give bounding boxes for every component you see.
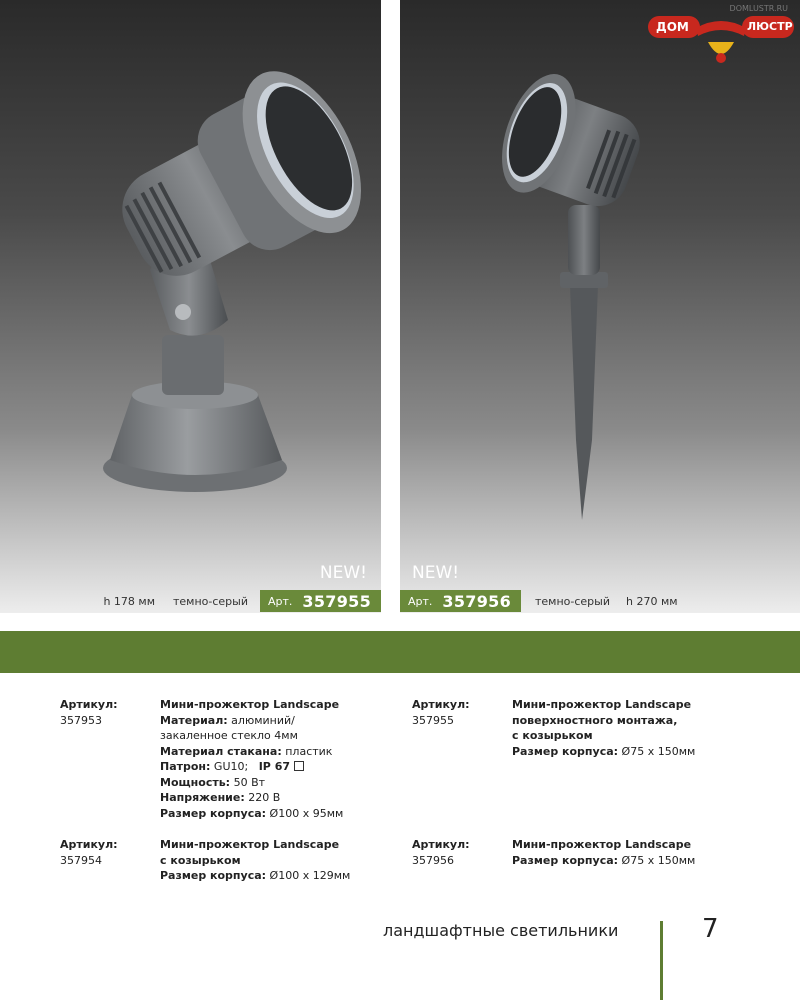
- spec-details-357954: [160, 837, 400, 884]
- spec-line: Напряжение: 220 В: [160, 791, 281, 804]
- footer-divider: [660, 921, 663, 1000]
- product-color: темно-серый: [173, 594, 248, 608]
- spec-line: Размер корпуса: Ø75 х 150мм: [512, 853, 696, 867]
- spec-title: Мини-прожектор Landscape: [512, 698, 692, 711]
- article-code: 357956: [412, 853, 454, 867]
- product-info-bar: [0, 590, 381, 612]
- spec-art-357956: [412, 837, 470, 868]
- logo-word-left: ДОМ: [656, 20, 689, 34]
- article-code: 357953: [60, 713, 102, 727]
- product-panel-357955: [0, 0, 381, 613]
- spec-art-357953: [60, 697, 118, 728]
- spec-title: Мини-прожектор Landscape: [160, 838, 340, 851]
- spec-title: Мини-прожектор Landscape: [512, 838, 692, 851]
- section-title: ландшафтные светильники: [383, 921, 619, 940]
- article-code: 357954: [60, 853, 102, 867]
- article-heading: Артикул:: [412, 698, 470, 711]
- product-height: h 270 мм: [626, 594, 678, 608]
- product-height: h 178 мм: [103, 594, 155, 608]
- spec-details-357956: [512, 837, 772, 868]
- spec-line: Патрон: GU10; IP 67: [160, 759, 400, 775]
- section-divider-band: [0, 631, 800, 673]
- spotlight-base-image: [0, 0, 381, 560]
- spec-details-357955: [512, 697, 772, 759]
- page-number: 7: [702, 914, 719, 944]
- spec-title: поверхностного монтажа,: [512, 713, 678, 727]
- spec-line: Материал: алюминий/: [160, 713, 295, 727]
- article-heading: Артикул:: [60, 838, 118, 851]
- article-label: Арт.: [408, 594, 433, 608]
- article-label: Арт.: [268, 594, 293, 608]
- article-box: [400, 590, 521, 612]
- spec-title: с козырьком: [512, 729, 593, 742]
- article-number: 357955: [302, 591, 372, 611]
- new-badge: NEW!: [319, 563, 367, 583]
- logo-url: DOMLUSTR.RU: [729, 4, 788, 13]
- article-code: 357955: [412, 713, 454, 727]
- spec-art-357955: [412, 697, 470, 728]
- product-color: темно-серый: [535, 594, 610, 608]
- spec-details-357953: [160, 697, 400, 821]
- ip-rating: IP 67: [258, 760, 291, 773]
- article-box: [260, 590, 381, 612]
- article-number: 357956: [442, 591, 512, 611]
- product-info-bar: [400, 590, 800, 612]
- article-heading: Артикул:: [60, 698, 118, 711]
- spec-title: с козырьком: [160, 853, 241, 867]
- spec-line: Мощность: 50 Вт: [160, 775, 266, 789]
- spec-line: Размер корпуса: Ø75 х 150мм: [512, 744, 696, 758]
- product-panel-357956: [400, 0, 800, 613]
- spec-line: Размер корпуса: Ø100 х 95мм: [160, 806, 344, 820]
- article-heading: Артикул:: [412, 838, 470, 851]
- spec-line: Размер корпуса: Ø100 х 129мм: [160, 869, 351, 882]
- logo-word-right: ЛЮСТР: [747, 20, 793, 33]
- spotlight-spike-image: [400, 0, 800, 560]
- logo-emblem-icon: [646, 4, 796, 74]
- spec-line: Материал стакана: пластик: [160, 744, 333, 758]
- brand-logo[interactable]: [646, 4, 796, 74]
- new-badge: NEW!: [412, 563, 460, 583]
- ip-square-icon: [294, 761, 304, 771]
- spec-title: Мини-прожектор Landscape: [160, 698, 340, 711]
- spec-line: закаленное стекло 4мм: [160, 729, 298, 742]
- spec-art-357954: [60, 837, 118, 868]
